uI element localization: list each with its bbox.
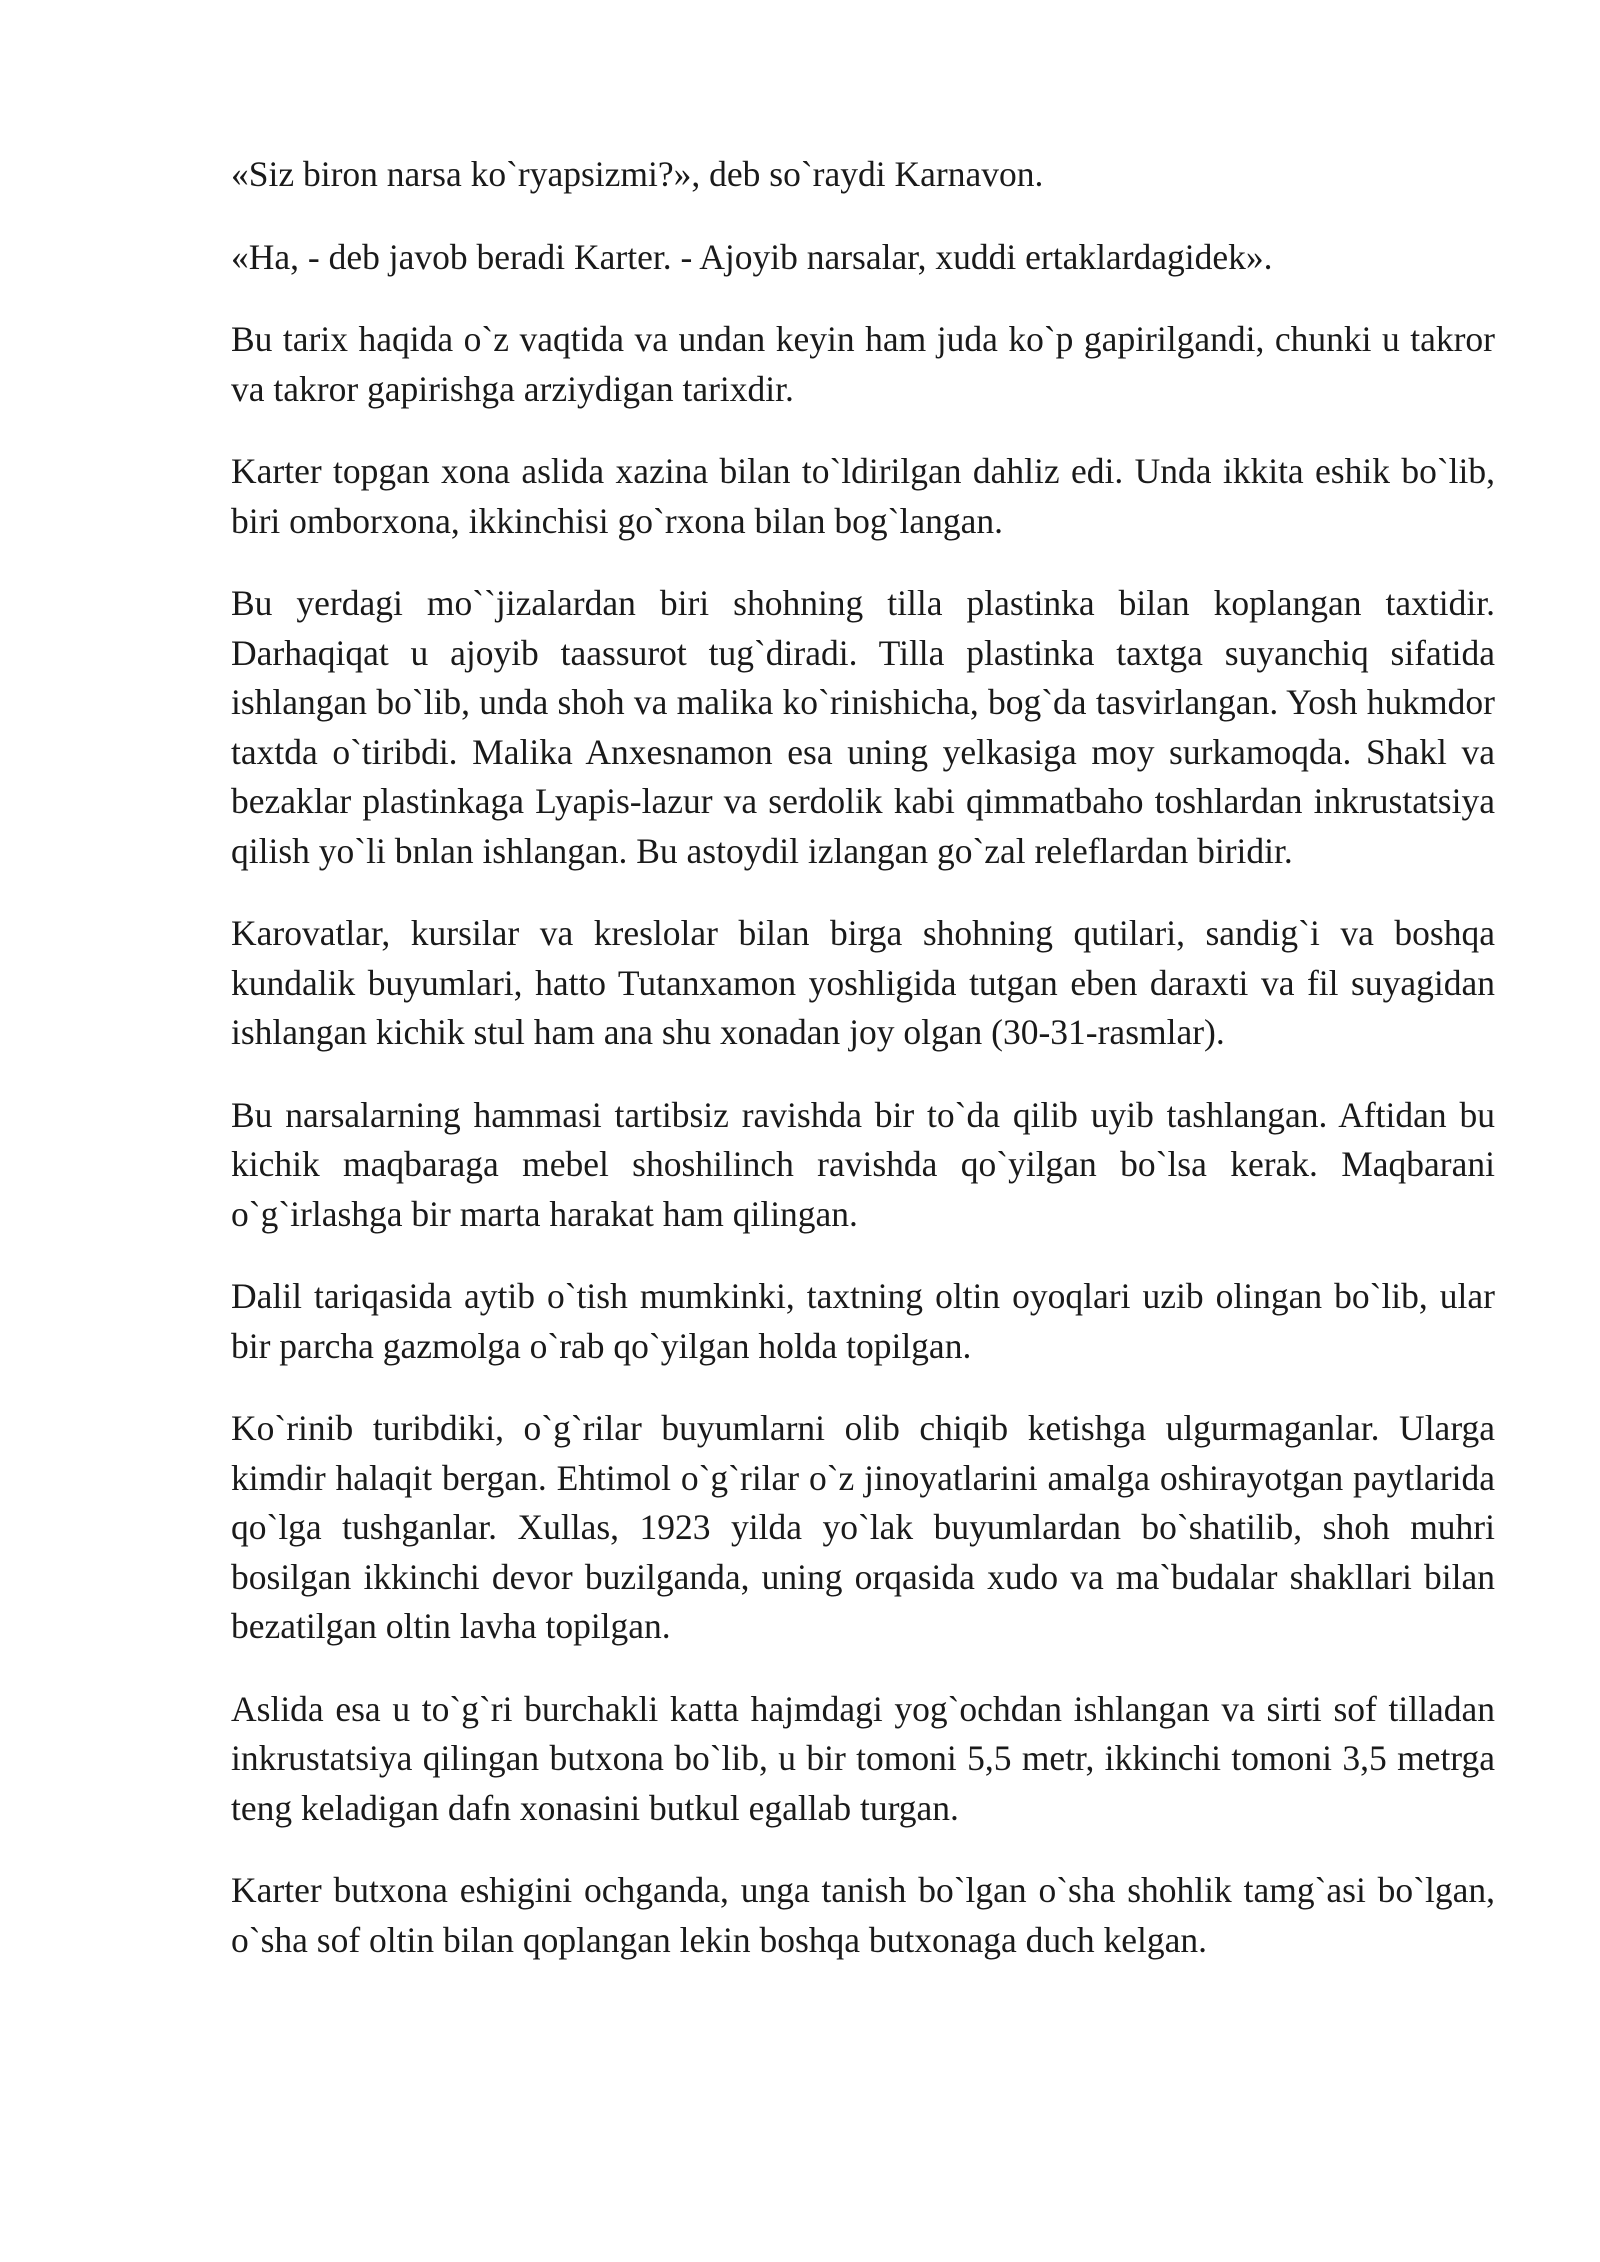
document-body xyxy=(231,150,1495,1998)
paragraph-5: Bu yerdagi mo``jizalardan biri shohning tilla plastinka bilan koplangan taxtidir. Darhaqiqat u ajoyib taassurot tug`diradi. Tilla plastinka taxtga suyanchiq sifatida ishlangan bo`lib, unda shoh va malika ko`rinishicha, bog`da tasvirlangan. Yosh hukmdor taxtda o`tiribdi. Malika Anxesnamon esa uning yelkasiga moy surkamoqda. Shakl va bezaklar plastinkaga Lyapis-lazur va serdolik kabi qimmatbaho toshlardan inkrustatsiya qilish yo`li bnlan ishlangan. Bu astoydil izlangan go`zal releflardan biridir. xyxy=(231,583,1495,871)
paragraph-3: Bu tarix haqida o`z vaqtida va undan keyin ham juda ko`p gapirilgandi, chunki u takror va takror gapirishga arziydigan tarixdir. xyxy=(231,319,1495,409)
paragraph-4: Karter topgan xona aslida xazina bilan to`ldirilgan dahliz edi. Unda ikkita eshik bo`lib, biri omborxona, ikkinchisi go`rxona bilan bog`langan. xyxy=(231,451,1495,541)
paragraph-8: Dalil tariqasida aytib o`tish mumkinki, taxtning oltin oyoqlari uzib olingan bo`lib, ular bir parcha gazmolga o`rab qo`yilgan holda topilgan. xyxy=(231,1276,1495,1366)
paragraph-1: «Siz biron narsa ko`ryapsizmi?», deb so`raydi Karnavon. xyxy=(231,154,1044,194)
paragraph-2: «Ha, - deb javob beradi Karter. - Ajoyib narsalar, xuddi ertaklardagidek». xyxy=(231,236,1273,277)
paragraph-7: Bu narsalarning hammasi tartibsiz ravishda bir to`da qilib uyib tashlangan. Aftidan bu kichik maqbaraga mebel shoshilinch ravishda qo`yilgan bo`lsa kerak. Maqbarani o`g`irlashga bir marta harakat ham qilingan. xyxy=(231,1094,1495,1234)
paragraph-11: Karter butxona eshigini ochganda, unga tanish bo`lgan o`sha shohlik tamg`asi bo`lgan, o`sha sof oltin bilan qoplangan lekin boshqa butxonaga duch kelgan. xyxy=(231,1870,1495,1960)
paragraph-9: Ko`rinib turibdiki, o`g`rilar buyumlarni olib chiqib ketishga ulgurmaganlar. Ularga kimdir halaqit bergan. Ehtimol o`g`rilar o`z jinoyatlarini amalga oshirayotgan paytlarida qo`lga tushganlar. Xullas, 1923 yilda yo`lak buyumlardan bo`shatilib, shoh muhri bosilgan ikkinchi devor buzilganda, uning orqasida xudo va ma`budalar shakllari bilan bezatilgan oltin lavha topilgan. xyxy=(231,1408,1495,1646)
paragraph-10: Aslida esa u to`g`ri burchakli katta hajmdagi yog`ochdan ishlangan va sirti sof tilladan inkrustatsiya qilingan butxona bo`lib, u bir tomoni 5,5 metr, ikkinchi tomoni 3,5 metrga teng keladigan dafn xonasini butkul egallab turgan. xyxy=(231,1688,1495,1828)
paragraph-6: Karovatlar, kursilar va kreslolar bilan birga shohning qutilari, sandig`i va boshqa kundalik buyumlari, hatto Tutanxamon yoshligida tutgan eben daraxti va fil suyagidan ishlangan kichik stul ham ana shu xonadan joy olgan (30-31-rasmlar). xyxy=(231,913,1495,1052)
